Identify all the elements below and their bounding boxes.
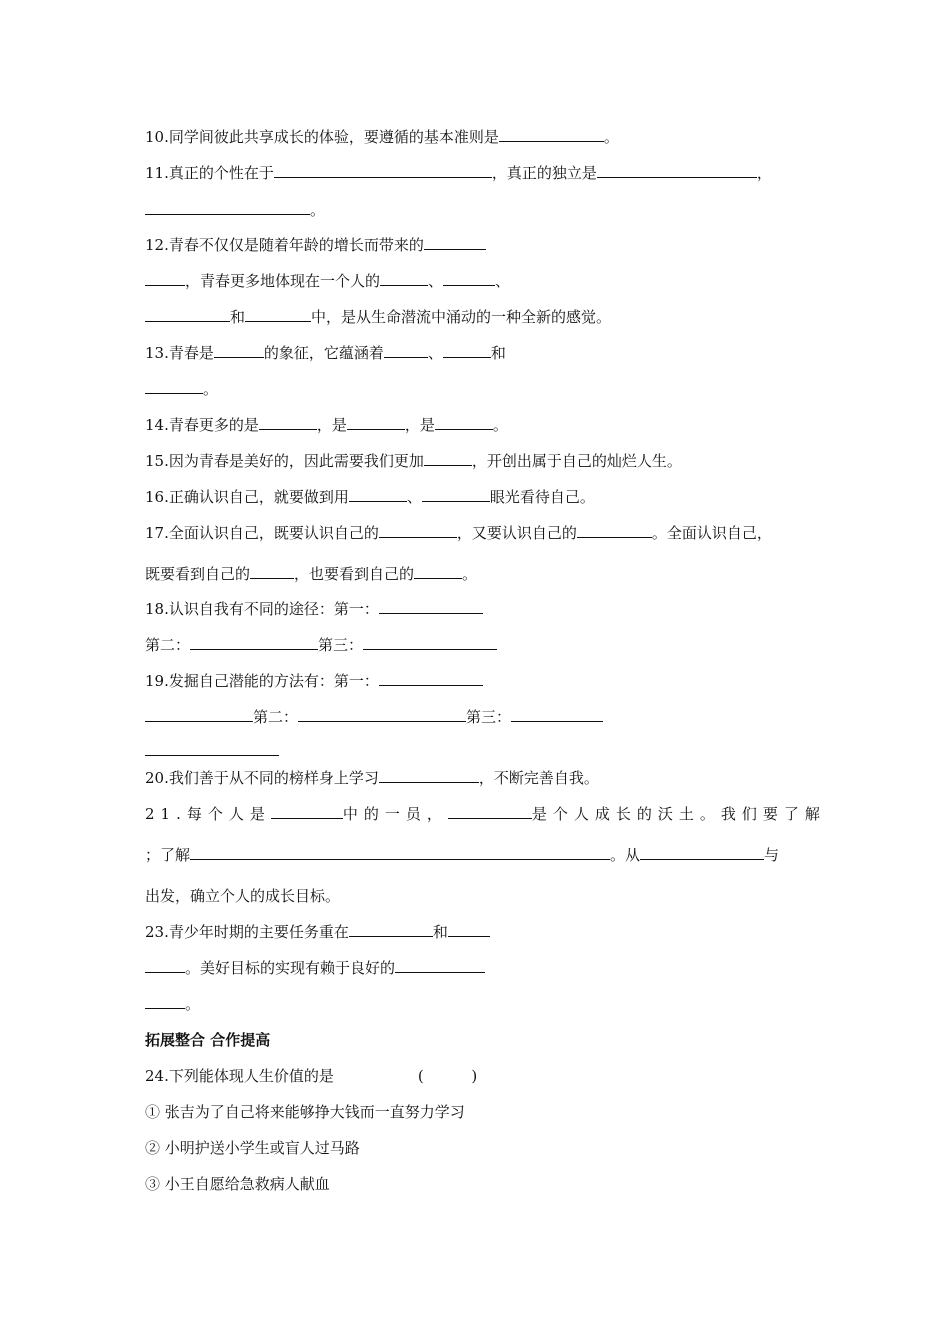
blank[interactable] [395, 958, 485, 973]
question-23-cont: 。美好目标的实现有赖于良好的 [145, 958, 485, 978]
blank[interactable] [214, 343, 264, 358]
blank[interactable] [145, 271, 185, 286]
blank[interactable] [250, 564, 294, 579]
question-10: 10.同学间彼此共享成长的体验，要遵循的基本准则是 。 [145, 128, 619, 146]
blank[interactable] [448, 922, 490, 937]
blank[interactable] [379, 768, 479, 783]
question-11: 11.真正的个性在于 ，真正的独立是 ， [145, 164, 772, 182]
blank[interactable] [640, 845, 764, 860]
question-18: 18.认识自我有不同的途径：第一： [145, 599, 483, 619]
answer-parentheses[interactable]: ( ) [417, 1067, 478, 1085]
blank[interactable] [435, 415, 493, 430]
question-20: 20.我们善于从不同的榜样身上学习 ，不断完善自我。 [145, 769, 599, 787]
option-2: ② 小明护送小学生或盲人过马路 [145, 1139, 360, 1157]
blank[interactable] [349, 487, 407, 502]
blank[interactable] [424, 451, 472, 466]
blank[interactable] [499, 127, 604, 142]
blank[interactable] [443, 343, 491, 358]
option-1: ① 张吉为了自己将来能够挣大钱而一直努力学习 [145, 1103, 465, 1121]
question-12-cont2: 和 中，是从生命潜流中涌动的一种全新的感觉。 [145, 307, 611, 327]
question-23: 23.青少年时期的主要任务重在 和 [145, 922, 490, 942]
blank[interactable] [414, 564, 462, 579]
blank[interactable] [347, 415, 405, 430]
blank[interactable] [245, 307, 311, 322]
question-21: 21.每个人是 中的一员， 是个人成长的沃土。我们要了解 [145, 805, 826, 823]
blank[interactable] [443, 271, 495, 286]
blank[interactable] [577, 523, 652, 538]
blank[interactable] [363, 635, 497, 650]
blank[interactable] [597, 163, 757, 178]
option-3: ③ 小王自愿给急救病人献血 [145, 1175, 330, 1193]
blank[interactable] [422, 487, 490, 502]
question-13: 13.青春是 的象征，它蕴涵着 、 和 [145, 344, 506, 362]
blank[interactable] [145, 741, 279, 756]
question-17-cont: 既要看到自己的 ，也要看到自己的 。 [145, 565, 478, 583]
blank[interactable] [380, 271, 428, 286]
blank[interactable] [448, 804, 532, 819]
blank[interactable] [271, 804, 343, 819]
blank[interactable] [259, 415, 317, 430]
blank[interactable] [145, 994, 185, 1009]
blank[interactable] [379, 671, 483, 686]
blank[interactable] [349, 922, 433, 937]
question-21-cont: ；了解 。从 与 [145, 846, 780, 864]
question-24: 24.下列能体现人生价值的是 ( ) [145, 1067, 478, 1085]
question-15: 15.因为青春是美好的，因此需要我们更加 ，开创出属于自己的灿烂人生。 [145, 452, 682, 470]
blank[interactable] [145, 307, 230, 322]
question-19: 19.发掘自己潜能的方法有：第一： [145, 671, 483, 691]
question-14: 14.青春更多的是 ，是 ，是 。 [145, 416, 508, 434]
question-19-cont: 第二： 第三： [145, 707, 603, 727]
blank[interactable] [384, 343, 428, 358]
blank[interactable] [190, 845, 610, 860]
question-21-cont2: 出发，确立个人的成长目标。 [145, 887, 341, 905]
blank[interactable] [424, 235, 486, 250]
blank[interactable] [379, 599, 483, 614]
blank[interactable] [190, 635, 318, 650]
question-18-cont: 第二： 第三： [145, 635, 497, 655]
blank[interactable] [145, 379, 203, 394]
blank[interactable] [511, 707, 603, 722]
blank[interactable] [145, 958, 185, 973]
blank[interactable] [145, 200, 310, 215]
blank[interactable] [379, 523, 457, 538]
blank[interactable] [274, 163, 492, 178]
question-12-cont: ，青春更多地体现在一个人的 、 、 [145, 271, 510, 291]
question-19-cont2 [145, 741, 279, 761]
blank[interactable] [298, 707, 466, 722]
question-16: 16.正确认识自己，就要做到用 、 眼光看待自己。 [145, 488, 595, 506]
blank[interactable] [145, 707, 253, 722]
question-13-cont: 。 [145, 379, 218, 399]
question-23-cont2: 。 [145, 994, 200, 1014]
section-heading: 拓展整合 合作提高 [145, 1031, 271, 1049]
question-12: 12.青春不仅仅是随着年龄的增长而带来的 [145, 235, 486, 255]
question-17: 17.全面认识自己，既要认识自己的 ，又要认识自己的 。全面认识自己， [145, 524, 772, 542]
question-11-cont: 。 [145, 200, 325, 220]
